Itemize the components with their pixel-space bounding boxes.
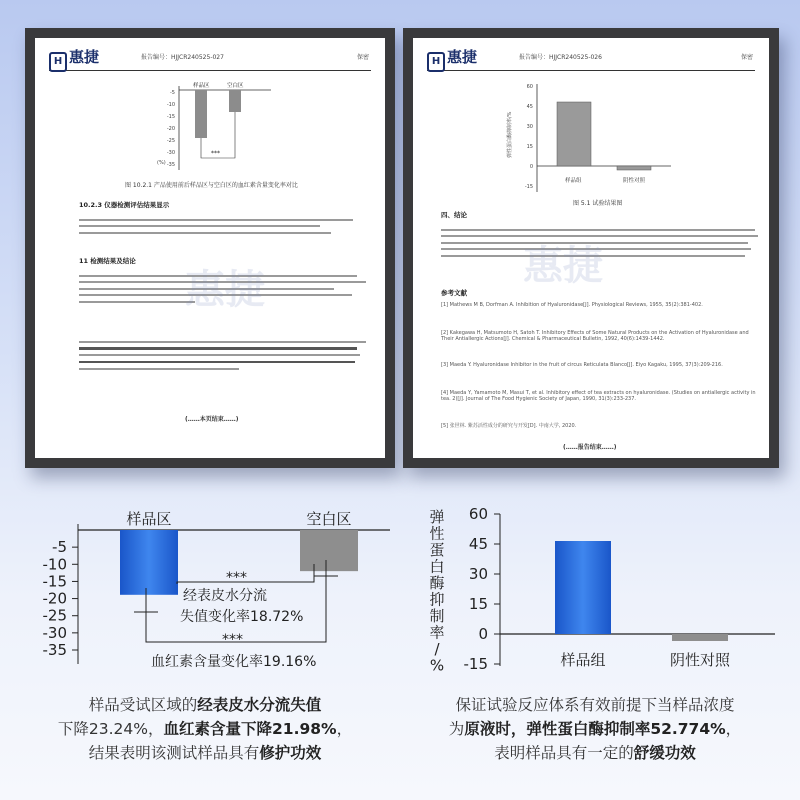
right-end-mark: (……报告结束……) [563,444,617,451]
y-tick-label: 0 [478,625,488,643]
mini-chart-ylabel: (%) [157,160,166,166]
logo-mark-icon: H [427,52,445,72]
y-tick-label: -25 [42,606,67,625]
mini-bar-control [617,166,651,170]
bar-sample-group [555,541,611,634]
reference-item: [2] Kakegawa H, Matsumoto H, Satoh T. Inhibitory Effects of Some Natural Products on the Activation of Hyaluronidase and Their Antiallergic Actions[J]. Chemical & Pharmaceutical Bulletin, 1992, 40(6):1439-1442. [441,330,749,342]
mini-cat-sample: 样品组 [565,178,582,184]
left-report-frame [25,28,395,468]
y-tick-label: -10 [42,555,67,574]
report-header [427,46,755,71]
y-tick-label: -35 [42,641,67,659]
reference-list [441,302,761,442]
left-report-page [35,38,385,458]
mini-y-tick-label: 60 [526,84,533,90]
y-tick-label: -20 [42,589,67,608]
mini-sig-mark: *** [211,150,220,157]
company-logo: H 惠捷 [427,46,477,72]
y-tick-label: -15 [42,572,67,591]
left-description: 样品受试区域的经表皮水分流失值 下降23.24%，血红素含量下降21.98%， 结果表明该测试样品具有修护功效 [57,696,353,762]
mini-legend-blank: 空白区 [227,83,244,89]
mini-y-tick-label: -5 [170,90,175,96]
right-section-heading: 四、结论 [441,211,467,219]
sig-stars-2: *** [222,632,243,648]
y-axis-label: 弹性蛋白酶抑制率/ % [429,508,445,675]
reference-item: [4] Maeda Y, Yamamoto M, Masui T, et al. Inhibitory effect of tea extracts on hyaluronidase. (Studies on antiallergic activity in tea. 2)[J]. Journal of The Food Hygienic Society of Japan, 1990, 31(3):233-237. [441,390,756,402]
mini-y-tick-label: 45 [526,104,533,110]
left-mini-chart [153,78,293,178]
mini-y-tick-label: 15 [526,144,533,150]
confidential-label: 保密 [740,54,753,61]
mini-chart-ylabel: 弹性蛋白酶抑制率/% [507,111,513,158]
logo-mark-icon: H [49,52,67,72]
bar-negative-control [672,634,728,641]
category-label: 样品区 [126,510,172,528]
category-label: 空白区 [306,510,352,528]
mini-bar-blank [229,90,241,112]
right-report-frame [403,28,779,468]
left-section-heading: 10.2.3 仪器检测评估结果显示 [79,201,170,209]
mini-legend-sample: 样品区 [193,83,210,89]
reference-item: [3] Maeda Y. Hyaluronidase Inhibitor in the fruit of circus Reticulata Blanco[J]. Eiyo Kagaku, 1995, 37(3):209-216. [441,362,723,368]
company-logo: H 惠捷 [49,46,99,72]
y-tick-label: 15 [468,595,488,613]
left-bar-chart [0,500,400,680]
annotation-1-line2: 失值变化率18.72% [180,609,304,625]
mini-y-tick-label: -15 [166,114,175,120]
report-number: 报告编号：HJJCR240525-026 [519,54,602,61]
left-end-mark: (……本页结束……) [185,416,239,423]
category-label: 样品组 [560,651,606,669]
y-tick-label: -5 [52,538,67,557]
right-watermark: 惠捷 [523,243,603,289]
annotation-2: 血红素含量变化率19.16% [151,654,317,670]
mini-y-tick-label: 0 [529,164,533,170]
reference-item: [5] 张世林. 紫苏活性成分的研究与开发[D]. 中南大学, 2020. [441,423,577,429]
category-label: 阴性对照 [669,651,731,669]
right-bar-chart [400,500,800,680]
mini-y-tick-label: -15 [524,184,533,190]
mini-y-tick-label: -10 [166,102,175,108]
y-tick-label: -15 [463,655,488,673]
references-heading: 参考文献 [441,289,467,297]
mini-cat-control: 阴性对照 [623,178,646,184]
right-figure-caption: 图 5.1 试验结果图 [573,200,623,207]
mini-bar-sample [195,90,207,138]
left-paragraph-3 [79,336,369,374]
mini-y-tick-label: -25 [166,138,175,144]
y-tick-label: 60 [468,505,488,523]
mini-y-tick-label: -20 [166,126,175,132]
mini-bar-sample [557,102,591,166]
annotation-1-line1: 经表皮水分流 [183,588,267,604]
left-paragraph-1 [79,214,359,238]
right-mini-chart [501,78,701,198]
report-number: 报告编号：HJJCR240525-027 [141,54,224,61]
y-tick-label: -30 [42,623,67,642]
reference-item: [1] Mathews M B, Dorfman A. Inhibition of Hyaluronidase[J]. Physiological Reviews, 1955, 35(2):381-402. [441,302,703,308]
bar-sample-area [120,530,178,595]
mini-y-tick-label: 30 [526,124,533,130]
left-watermark: 惠捷 [185,267,265,313]
conclusion-heading: 11 检测结果及结论 [79,257,136,265]
bar-blank-area [300,530,358,571]
mini-y-tick-label: -30 [166,150,175,156]
sig-stars-1: *** [226,570,247,586]
right-description: 保证试验反应体系有效前提下当样品浓度 为原液时，弹性蛋白酶抑制率52.774%， 表明样品具有一定的舒缓功效 [448,696,742,762]
y-tick-label: 45 [468,535,488,553]
confidential-label: 保密 [356,54,369,61]
mini-y-tick-label: -35 [166,162,175,168]
left-figure-caption: 图 10.2.1 产品使用前后样品区与空白区的血红素含量变化率对比 [125,182,298,189]
y-tick-label: 30 [468,565,488,583]
report-header [49,46,371,71]
right-report-page [413,38,769,458]
